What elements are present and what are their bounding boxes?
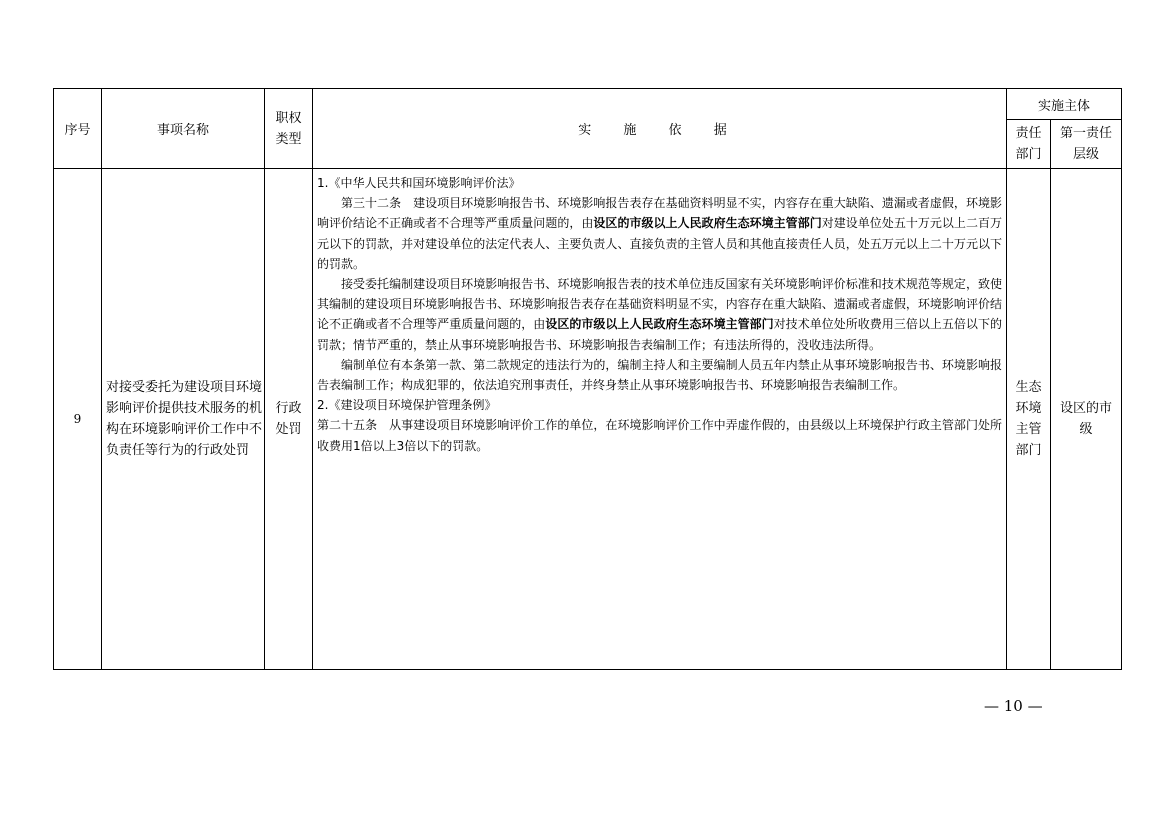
- law2-title: 2.《建设项目环境保护管理条例》: [317, 398, 497, 413]
- law2-article-25: 第二十五条 从事建设项目环境影响评价工作的单位，在环境影响评价工作中弄虚作假的，由县级以上环境保护行政主管部门处所收费用1倍以上3倍以下的罚款。: [317, 418, 1002, 453]
- header-first-level: 第一责任层级: [1051, 120, 1122, 169]
- law1-title: 1.《中华人民共和国环境影响评价法》: [317, 176, 521, 190]
- row-power-type: 行政处罚: [265, 169, 313, 670]
- row-seq: 9: [54, 169, 102, 670]
- row-responsible-dept: 生态环境主管部门: [1007, 169, 1051, 670]
- row-item-name: 对接受委托为建设项目环境影响评价提供技术服务的机构在环境影响评价工作中不负责任等行为的行政处罚: [102, 169, 265, 670]
- header-responsible-dept: 责任部门: [1007, 120, 1051, 169]
- law1-article-32-para3: 编制单位有本条第一款、第二款规定的违法行为的，编制主持人和主要编制人员五年内禁止从事环境影响报告书、环境影响报告表编制工作；构成犯罪的，依法追究刑事责任，并终身禁止从事环境影响报告书、环境影响报告表编制工作。: [317, 357, 1002, 393]
- law1-article-32-para2: 接受委托编制建设项目环境影响报告书、环境影响报告表的技术单位违反国家有关环境影响评价标准和技术规范等规定，致使其编制的建设项目环境影响报告书、环境影响报告表存在基础资料明显不实，内容存在重大缺陷、遗漏或者虚假，环境影响评价结论不正确或者不合理等严重质量问题的，由设区的市级以上人民政府生态环境主管部门对技术单位处所收费用三倍以上五倍以下的罚款；情节严重的，禁止从事环境影响报告书、环境影响报告表编制工作；有违法所得的，没收违法所得。: [317, 277, 1002, 352]
- page-number: — 10 —: [984, 697, 1043, 715]
- header-basis: 实 施 依 据: [313, 89, 1007, 169]
- header-seq: 序号: [54, 89, 102, 169]
- law1-article-32-para1: 第三十二条 建设项目环境影响报告书、环境影响报告表存在基础资料明显不实，内容存在重大缺陷、遗漏或者虚假，环境影响评价结论不正确或者不合理等严重质量问题的，由设区的市级以上人民政府生态环境主管部门对建设单位处五十万元以上二百万元以下的罚款，并对建设单位的法定代表人、主要负责人、直接负责的主管人员和其他直接责任人员，处五万元以上二十万元以下的罚款。: [317, 196, 1002, 271]
- header-power-type: 职权类型: [265, 89, 313, 169]
- header-item-name: 事项名称: [102, 89, 265, 169]
- header-subject: 实施主体: [1007, 89, 1122, 120]
- row-basis: [313, 169, 1007, 670]
- enforcement-table: [53, 88, 1122, 670]
- row-first-level: 设区的市级: [1051, 169, 1122, 670]
